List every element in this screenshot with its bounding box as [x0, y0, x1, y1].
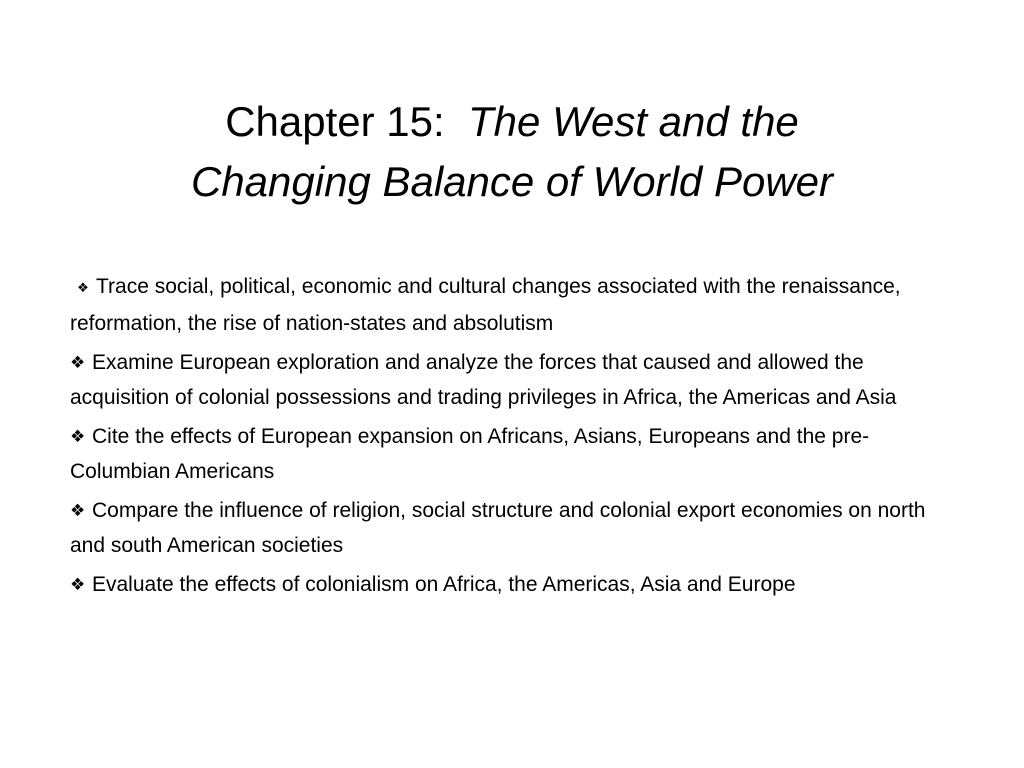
title-italic-line2: Changing Balance of World Power: [190, 158, 834, 205]
diamond-bullet-icon: ❖: [77, 281, 89, 296]
bullet-text: Examine European exploration and analyze the forces that caused and allowed the acquisition of colonial possessions and trading privileges in Africa, the Americas and Asia: [70, 351, 897, 409]
title-italic-line1: The West and the: [468, 98, 799, 145]
diamond-bullet-icon: ❖: [70, 575, 86, 595]
bullet-item: [70, 568, 960, 603]
bullet-list: [70, 270, 960, 608]
title-prefix: Chapter 15:: [225, 98, 445, 145]
bullet-item: [70, 420, 960, 489]
bullet-item: [70, 494, 960, 563]
diamond-bullet-icon: ❖: [70, 427, 86, 447]
bullet-text: Compare the influence of religion, social structure and colonial export economies on north and south American societies: [70, 499, 926, 557]
bullet-text: Cite the effects of European expansion on Africans, Asians, Europeans and the pre-Columbian Americans: [70, 425, 870, 483]
bullet-item: [70, 270, 960, 341]
diamond-bullet-icon: ❖: [70, 353, 86, 373]
slide-title: [60, 92, 964, 212]
bullet-text: Trace social, political, economic and cultural changes associated with the renaissance, reformation, the rise of nation-states and absolutism: [70, 275, 901, 335]
bullet-text: Evaluate the effects of colonialism on Africa, the Americas, Asia and Europe: [92, 573, 796, 596]
diamond-bullet-icon: ❖: [70, 501, 86, 521]
bullet-item: [70, 346, 960, 415]
